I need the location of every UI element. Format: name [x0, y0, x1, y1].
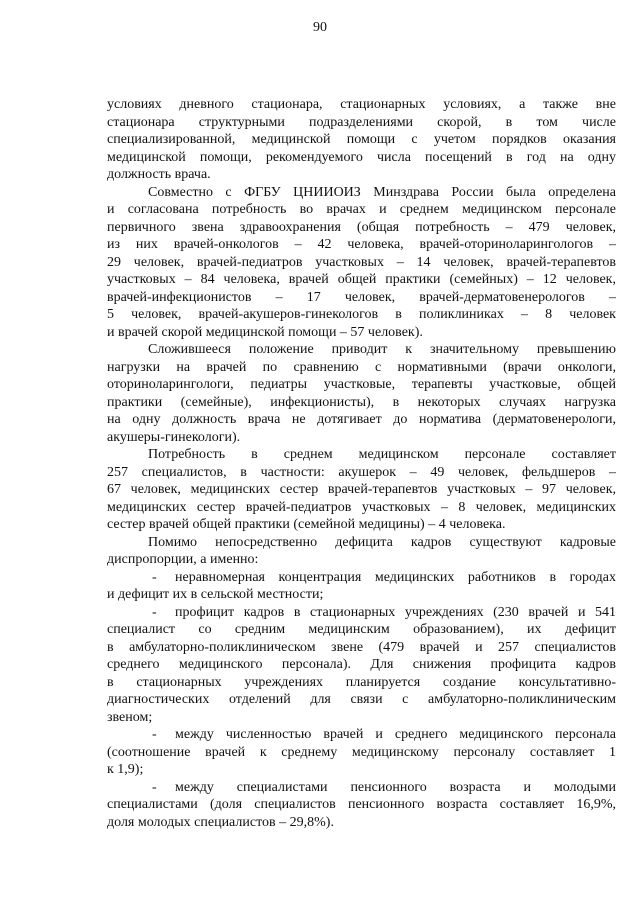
text-line: участковых – 84 человека, врачей общей практики (семейных) – 12 человек, — [107, 272, 616, 287]
text-line: оториноларингологи, педиатры участковые, терапевты участковые, общей — [107, 377, 616, 392]
text-line: 67 человек, медицинских сестер врачей-терапевтов участковых – 97 человек, — [107, 482, 616, 497]
paragraph — [107, 446, 616, 534]
text-line: практики (семейные), инфекционисты), в некоторых случаях нагрузка — [107, 394, 616, 410]
bullet-dash: - — [152, 727, 157, 742]
bullet-text: между специалистами пенсионного возраста и молодыми — [175, 779, 616, 795]
bullet-dash: - — [152, 779, 157, 795]
text-line: специалист со средним медицинским образованием), их дефицит — [107, 622, 616, 637]
text-line: медицинской помощи, рекомендуемого числа посещений в год на одну — [107, 149, 616, 165]
bullet-item — [107, 779, 616, 832]
bullet-text: между численностью врачей и среднего медицинского персонала — [175, 727, 616, 742]
text-line: диагностических отделений для связи с амбулаторно-поликлиническим — [107, 692, 616, 707]
text-line: Сложившееся положение приводит к значительному превышению — [148, 342, 616, 357]
text-line: из них врачей-онкологов – 42 человека, врачей-оториноларингологов – — [107, 237, 616, 252]
text-line: к 1,9); — [107, 762, 144, 777]
text-line — [107, 569, 616, 587]
bullet-text: профицит кадров в стационарных учреждениях (230 врачей и 541 — [175, 604, 616, 620]
text-line: врачей-инфекционистов – 17 человек, врачей-дерматовенерологов – — [107, 289, 616, 305]
text-line: 29 человек, врачей-педиатров участковых – 14 человек, врачей-терапевтов — [107, 254, 616, 270]
text-line — [107, 779, 616, 797]
text-line: Потребность в среднем медицинском персонале составляет — [148, 447, 616, 462]
text-line: звеном; — [107, 709, 153, 725]
text-line: и согласована потребность во врачах и среднем медицинском персонале — [107, 202, 616, 217]
text-line: стационара структурными подразделениями скорой, в том числе — [107, 114, 616, 130]
page-number: 90 — [313, 20, 327, 35]
text-line: на одну должность врача не дотягивает до норматива (дерматовенерологи, — [107, 412, 616, 427]
bullet-text: неравномерная концентрация медицинских работников в городах — [175, 569, 616, 585]
bullet-item — [107, 569, 616, 604]
paragraph — [107, 534, 616, 569]
text-line — [107, 604, 616, 622]
text-line: Совместно с ФГБУ ЦНИИОИЗ Минздрава России была определена — [148, 184, 616, 200]
text-line — [107, 726, 616, 744]
text-line: Помимо непосредственно дефицита кадров существуют кадровые — [148, 534, 616, 550]
text-line: специализированной, медицинской помощи с учетом порядков оказания — [107, 132, 616, 147]
text-line: доля молодых специалистов – 29,8%). — [107, 814, 334, 830]
text-line: в стационарных учреждениях планируется создание консультативно- — [107, 674, 616, 690]
paragraph — [107, 184, 616, 342]
text-line: сестер врачей общей практики (семейной медицины) – 4 человека. — [107, 517, 506, 532]
document-body — [107, 96, 616, 831]
text-line: в амбулаторно-поликлиническом звене (479 врачей и 257 специалистов — [107, 639, 616, 655]
text-line: (соотношение врачей к среднему медицинскому персоналу составляет 1 — [107, 744, 616, 760]
text-line: 5 человек, врачей-акушеров-гинекологов в поликлиниках – 8 человек — [107, 307, 616, 322]
text-line: условиях дневного стационара, стационарных условиях, а также вне — [107, 97, 616, 112]
text-line: акушеры-гинекологи). — [107, 429, 241, 445]
text-line: и врачей скорой медицинской помощи – 57 человек). — [107, 324, 423, 340]
text-line: медицинских сестер врачей-педиатров участковых – 8 человек, медицинских — [107, 499, 616, 515]
bullet-item — [107, 604, 616, 727]
text-line: диспропорции, а именно: — [107, 552, 259, 567]
text-line: специалистами (доля специалистов пенсионного возраста составляет 16,9%, — [107, 797, 616, 812]
text-line: 257 специалистов, в частности: акушерок – 49 человек, фельдшеров – — [107, 464, 616, 480]
text-line: среднего медицинского персонала). Для снижения профицита кадров — [107, 657, 616, 672]
paragraph — [107, 341, 616, 446]
text-line: и дефицит их в сельской местности; — [107, 587, 324, 602]
text-line: первичного звена здравоохранения (общая потребность – 479 человек, — [107, 219, 616, 235]
text-line: нагрузки на врачей по сравнению с нормативными (врачи онкологи, — [107, 359, 616, 375]
bullet-item — [107, 726, 616, 779]
bullet-dash: - — [152, 604, 157, 620]
paragraph — [107, 96, 616, 184]
bullet-dash: - — [152, 569, 157, 585]
text-line: должность врача. — [107, 167, 211, 182]
